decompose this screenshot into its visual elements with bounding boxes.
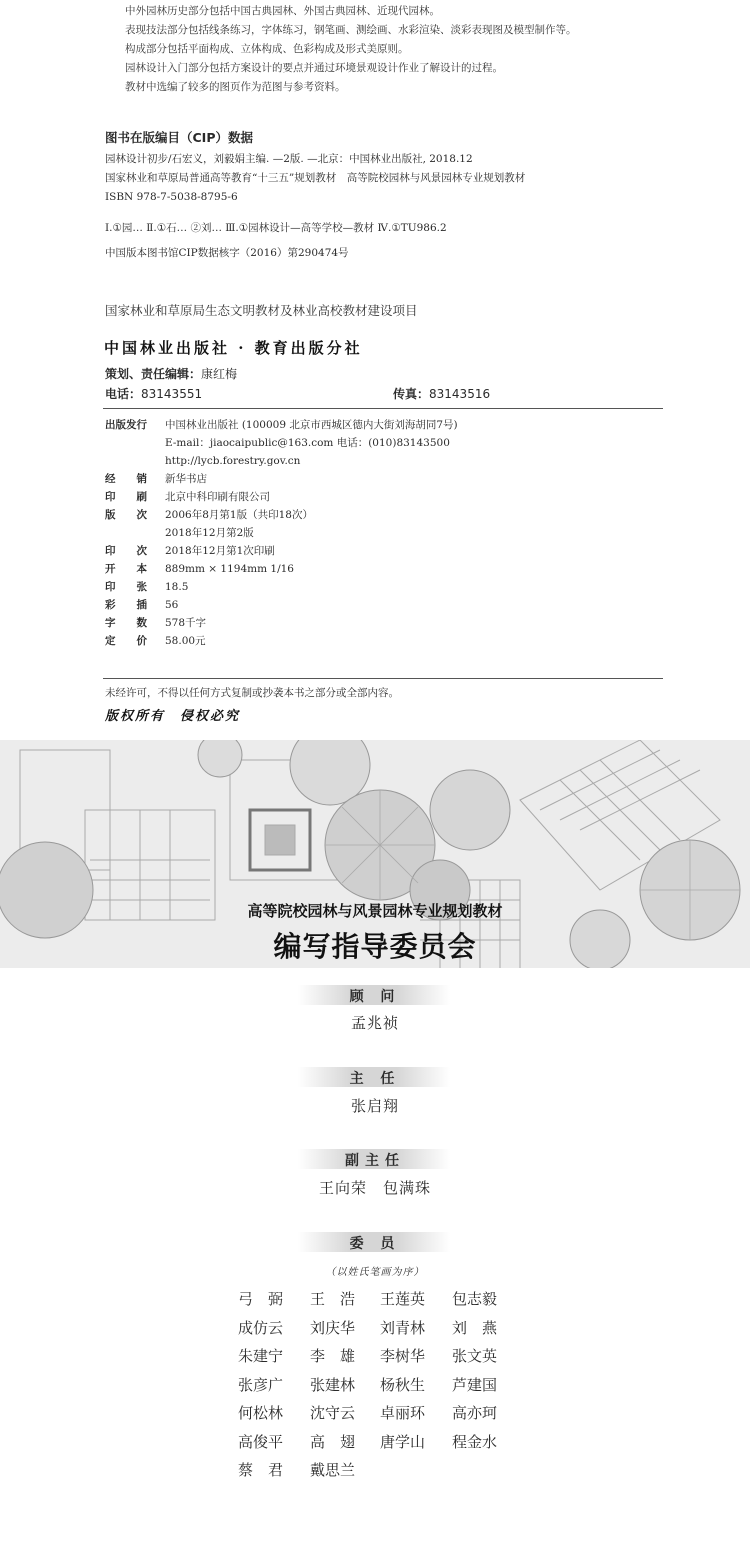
cip-line: 园林设计初步/石宏义，刘毅娟主编. —2版. —北京：中国林业出版社, 2018.12 <box>105 153 473 165</box>
project-line: 国家林业和草原局生态文明教材及林业高校教材建设项目 <box>105 303 418 318</box>
intro-text <box>125 2 725 97</box>
info-row <box>105 506 665 524</box>
info-value: 889mm × 1194mm 1/16 <box>165 563 294 575</box>
member-name: 张文英 <box>452 1347 498 1365</box>
member-name: 刘庆华 <box>310 1318 356 1337</box>
cip-body <box>105 150 725 263</box>
role-director: 主 任 <box>349 1071 401 1087</box>
cip-line: 中国版本图书馆CIP数据核字（2016）第290474号 <box>105 247 349 259</box>
info-row <box>105 596 665 614</box>
info-label: 经 销 <box>105 473 147 485</box>
info-row <box>105 524 665 542</box>
member-name: 成仿云 <box>238 1318 284 1337</box>
cip-line: 国家林业和草原局普通高等教育“十三五”规划教材 高等院校园林与风景园林专业规划教材 <box>105 172 526 184</box>
info-label: 字 数 <box>105 617 147 629</box>
member-name: 程金水 <box>452 1432 498 1451</box>
members-row <box>238 1428 538 1457</box>
members-row <box>238 1456 538 1485</box>
info-value: 2018年12月第1次印刷 <box>165 545 275 557</box>
member-name: 卓丽环 <box>380 1404 426 1422</box>
info-value: 578千字 <box>165 617 207 629</box>
info-value: 新华书店 <box>165 473 207 485</box>
info-label: 彩 插 <box>105 599 147 611</box>
info-row <box>105 434 665 452</box>
advisor-name: 孟兆祯 <box>350 1014 399 1032</box>
member-name: 王 浩 <box>310 1290 356 1308</box>
info-label: 版 次 <box>105 509 147 521</box>
member-name: 弓 弼 <box>238 1290 284 1308</box>
publication-info <box>105 416 665 650</box>
members-row <box>238 1399 538 1428</box>
member-name: 朱建宁 <box>238 1347 284 1365</box>
info-row <box>105 488 665 506</box>
member-name: 唐学山 <box>380 1432 426 1451</box>
role-deputy-director: 副主任 <box>345 1153 405 1169</box>
member-name: 包志毅 <box>452 1290 498 1308</box>
editor-line <box>105 365 237 382</box>
member-name: 张建林 <box>310 1375 356 1394</box>
member-name: 芦建国 <box>452 1375 498 1394</box>
intro-line: 教材中选编了较多的图页作为范图与参考资料。 <box>125 81 346 93</box>
member-name: 高 翅 <box>310 1432 356 1451</box>
role-members: 委 员 <box>349 1236 401 1252</box>
info-value: 北京中科印刷有限公司 <box>165 491 270 503</box>
intro-line: 中外园林历史部分包括中国古典园林、外国古典园林、近现代园林。 <box>125 5 440 17</box>
info-value: E-mail：jiaocaipublic@163.com 电话：(010)83143500 <box>165 437 450 449</box>
cip-line: Ⅰ.①园… Ⅱ.①石… ②刘… Ⅲ.①园林设计—高等学校—教材 Ⅳ.①TU986.2 <box>105 222 447 234</box>
info-row <box>105 452 665 470</box>
intro-line: 园林设计入门部分包括方案设计的要点并通过环境景观设计作业了解设计的过程。 <box>125 62 503 74</box>
info-label: 印 次 <box>105 545 147 557</box>
divider <box>103 678 663 679</box>
info-row <box>105 632 665 650</box>
info-value: http://lycb.forestry.gov.cn <box>165 455 301 467</box>
fax-value: 83143516 <box>429 387 491 401</box>
member-name: 刘青林 <box>380 1318 426 1337</box>
info-label: 印 张 <box>105 581 147 593</box>
member-name: 刘 燕 <box>452 1318 498 1337</box>
members-row <box>238 1371 538 1400</box>
info-row <box>105 560 665 578</box>
deputy-director-names: 王向荣 包满珠 <box>318 1179 431 1197</box>
info-value: 2018年12月第2版 <box>165 527 254 539</box>
divider <box>103 408 663 409</box>
member-name: 何松林 <box>238 1404 284 1422</box>
members-order-note: （以姓氏笔画为序） <box>325 1267 425 1278</box>
members-grid <box>238 1285 538 1485</box>
member-name: 王莲英 <box>380 1290 426 1308</box>
info-value: 18.5 <box>165 581 189 593</box>
cip-title: 图书在版编目（CIP）数据 <box>105 130 253 145</box>
info-row <box>105 470 665 488</box>
info-label: 出版发行 <box>105 419 147 431</box>
member-name: 李 雄 <box>310 1347 356 1365</box>
committee-title: 编写指导委员会 <box>273 930 477 963</box>
rights-note: 未经许可，不得以任何方式复制或抄袭本书之部分或全部内容。 <box>105 687 399 699</box>
info-value: 2006年8月第1版（共印18次） <box>165 509 313 521</box>
member-name: 高亦珂 <box>452 1404 498 1422</box>
director-name: 张启翔 <box>350 1097 399 1115</box>
intro-line: 表现技法部分包括线条练习，字体练习，钢笔画、测绘画、水彩渲染、淡彩表现图及模型制作等。 <box>125 24 577 36</box>
info-row <box>105 614 665 632</box>
info-value: 中国林业出版社 (100009 北京市西城区德内大街刘海胡同7号) <box>165 419 458 431</box>
editor-name: 康红梅 <box>201 367 238 381</box>
intro-line: 构成部分包括平面构成、立体构成、色彩构成及形式美原则。 <box>125 43 409 55</box>
committee-subtitle: 高等院校园林与风景园林专业规划教材 <box>247 902 503 920</box>
members-row <box>238 1342 538 1371</box>
publisher-name: 中国林业出版社 · 教育出版分社 <box>104 339 363 357</box>
member-name: 高俊平 <box>238 1432 284 1451</box>
info-value: 58.00元 <box>165 635 206 647</box>
member-name: 戴思兰 <box>310 1461 356 1479</box>
member-name: 沈守云 <box>310 1404 356 1422</box>
member-name: 李树华 <box>380 1347 426 1365</box>
role-advisor: 顾 问 <box>349 989 401 1005</box>
members-row <box>238 1314 538 1343</box>
editor-label: 策划、责任编辑： <box>105 367 202 381</box>
tel-value: 83143551 <box>141 387 203 401</box>
member-name: 杨秋生 <box>380 1375 426 1394</box>
members-row <box>238 1285 538 1314</box>
info-row <box>105 416 665 434</box>
info-value: 56 <box>165 599 179 611</box>
info-label: 印 刷 <box>105 491 147 503</box>
info-label: 定 价 <box>105 635 147 647</box>
rights-statement: 版权所有 侵权必究 <box>105 709 241 724</box>
tel-label: 电话： <box>105 387 142 401</box>
cip-line: ISBN 978-7-5038-8795-6 <box>105 191 238 203</box>
info-row <box>105 578 665 596</box>
tel-line <box>105 385 202 402</box>
fax-line <box>393 385 490 402</box>
member-name: 蔡 君 <box>238 1461 284 1479</box>
info-row <box>105 542 665 560</box>
member-name: 张彦广 <box>238 1375 284 1394</box>
info-label: 开 本 <box>105 563 147 575</box>
fax-label: 传真： <box>393 387 430 401</box>
